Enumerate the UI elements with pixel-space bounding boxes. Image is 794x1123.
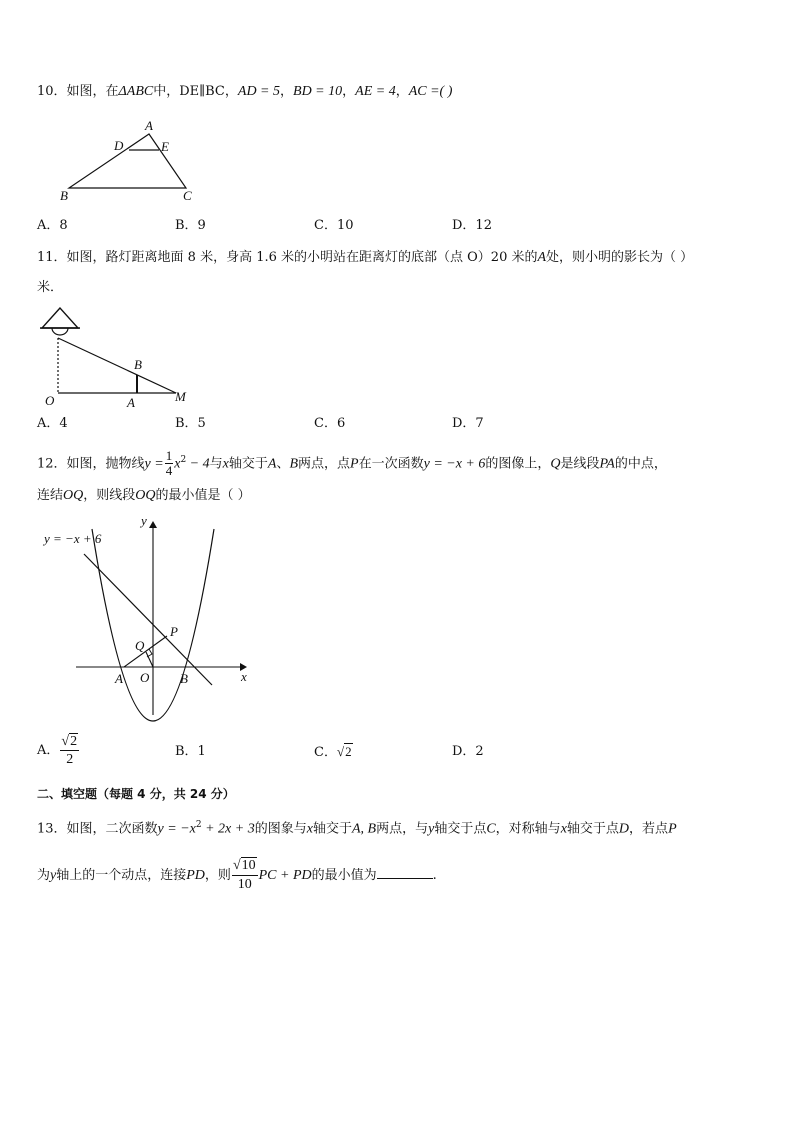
label-q: Q <box>135 638 145 653</box>
q11-stem-line1: 11．如图，路灯距离地面 8 米，身高 1.6 米的小明站在距离灯的底部（点 O）20 米的A处，则小明的影长为（ ） <box>37 250 694 265</box>
q11-option-b: B．5 <box>175 416 206 431</box>
q10-option-a: A．8 <box>37 218 68 233</box>
label-b: B <box>60 188 68 203</box>
label-a: A <box>115 671 123 686</box>
q12-option-c: C．√2 <box>314 744 352 760</box>
q13-fraction: $\frac{√10}{10}$ <box>232 858 256 892</box>
label-b: B <box>180 671 188 686</box>
q11-option-a: A．4 <box>37 416 68 431</box>
light-ray <box>58 338 176 393</box>
q10-stem: 10．如图，在ΔABC中，DE∥BC，AD = 5，BD = 10，AE = 4，AC =( ) <box>37 84 453 99</box>
q13-stem-line1: 13．如图，二次函数$y = -x^2 + 2x + 3$的图象与x轴交于A, B两点，与y轴交于点C，对称轴与x轴交于点D，若点P <box>37 820 677 837</box>
label-o: O <box>140 670 150 685</box>
label-o: O <box>45 393 55 408</box>
label-p: P <box>170 624 178 639</box>
q12-option-b: B．1 <box>175 744 206 759</box>
q12-parabola-figure <box>36 510 266 724</box>
q11-option-d: D．7 <box>452 416 484 431</box>
y-axis-arrow <box>149 521 157 528</box>
q10-option-b: B．9 <box>175 218 206 233</box>
label-c: C <box>183 188 192 203</box>
q10-option-c: C．10 <box>314 218 354 233</box>
q12-option-c-sqrt: √2 <box>336 744 352 759</box>
answer-blank[interactable] <box>377 866 433 879</box>
q11-stem-line2: 米． <box>37 280 64 295</box>
q12-stem-line1: 12．如图，抛物线y = $\frac{1}{4}$ $x^2 - 4$与x轴交于A、B两点，点P在一次函数y = −x + 6的图像上，Q是线段PA的中点， <box>37 448 667 479</box>
q12-option-a-fraction: $\frac{√2}{2}$ <box>61 734 78 767</box>
q11-lamp-figure <box>38 306 208 410</box>
linear-function-line <box>84 554 212 685</box>
section-title: 二、填空题（每题 4 分，共 24 分） <box>37 787 235 801</box>
q12-fraction: $\frac{1}{4}$ <box>165 448 173 479</box>
label-a: A <box>145 118 153 133</box>
q12-option-d: D．2 <box>452 744 484 759</box>
q13-stem-line2: 为y轴上的一个动点，连接PD，则 $\frac{√10}{10}$ PC + PD的最小值为 . <box>37 858 437 892</box>
label-a: A <box>127 395 135 410</box>
label-e: E <box>161 139 169 154</box>
label-m: M <box>175 389 186 404</box>
q11-option-c: C．6 <box>314 416 346 431</box>
label-d: D <box>114 138 124 153</box>
label-line-equation: y = −x + 6 <box>44 531 102 546</box>
q10-triangle-figure <box>55 116 215 206</box>
lamp-icon <box>40 308 80 335</box>
label-y: y <box>141 513 147 528</box>
label-b: B <box>134 357 142 372</box>
q10-option-d: D．12 <box>452 218 492 233</box>
label-x: x <box>241 669 247 684</box>
segment-pa <box>124 636 167 667</box>
q12-stem-line2: 连结OQ，则线段OQ的最小值是（ ） <box>37 488 251 503</box>
q12-option-a: A． $\frac{√2}{2}$ <box>37 734 78 767</box>
